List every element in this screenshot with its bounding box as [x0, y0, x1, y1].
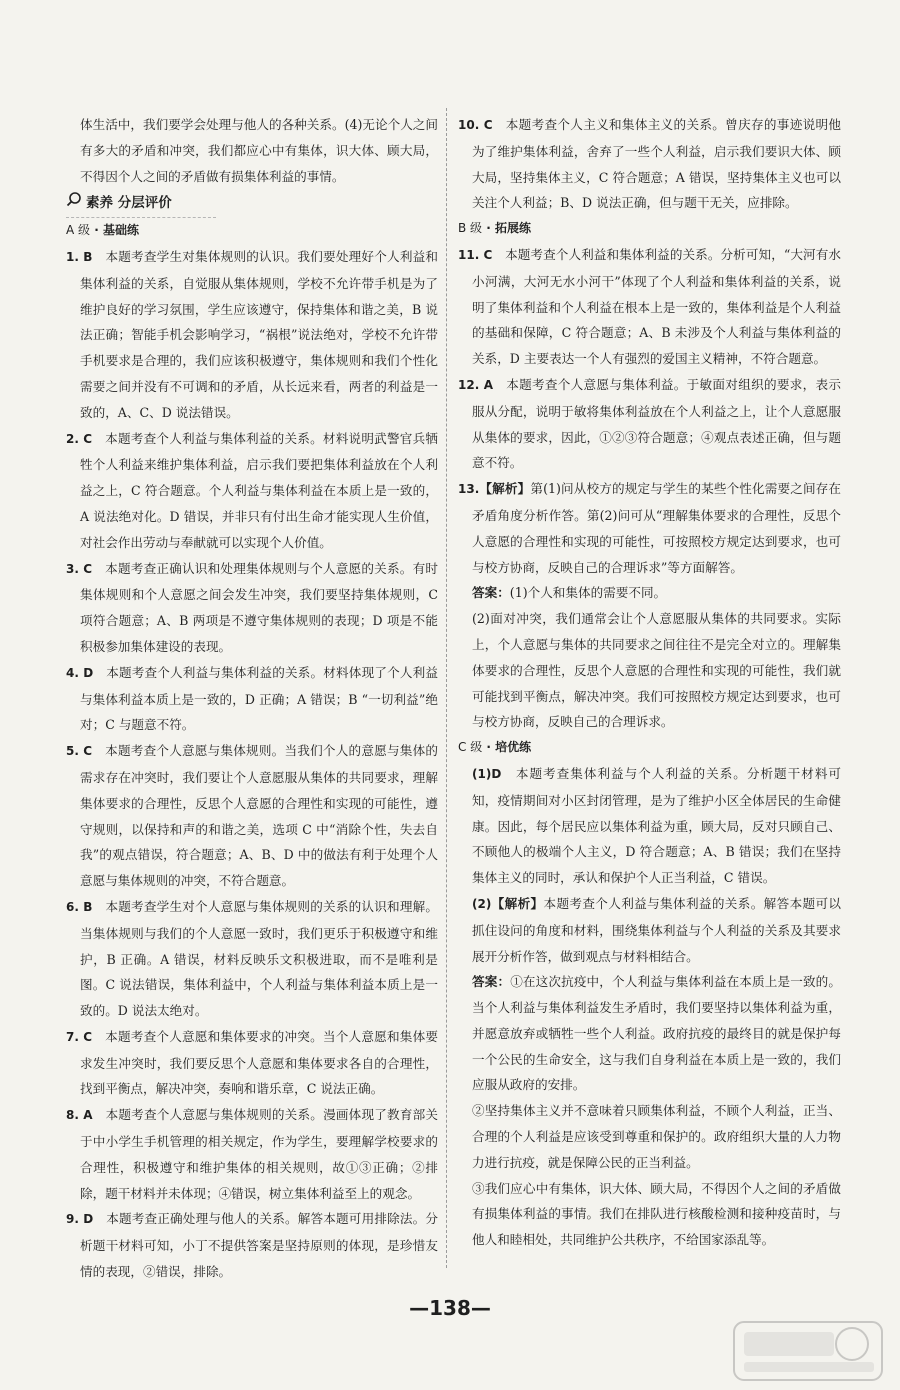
answer-item — [66, 1102, 438, 1206]
answer-label: 答案： — [472, 974, 511, 990]
item-text: 本题考查学生对集体规则的认识。我们要处理好个人利益和集体利益的关系，自觉服从集体规则，学校不允许带手机是为了维护良好的学习氛围，学生应该遵守，保持集体和谐之美，B 说法正确；智能手机会影响学习，“祸根”说法绝对，学校不允许带手机要求是合理的，我们应该积极遵守，集体规则和我们个性化需要之间并没有不可调和的矛盾，从长远来看，两者的利益是一致的，A、C、D 说法错误。 — [80, 248, 439, 420]
item-number: (1)D — [472, 766, 502, 781]
item-text: 本题考查正确处理与他人的关系。解答本题可用排除法。分析题干材料可知，小丁不提供答案是坚持原则的体现，是珍惜友情的表现，②错误，排除。 — [80, 1211, 439, 1280]
level-prefix: B 级 — [458, 221, 483, 236]
item-text: 本题考查个人意愿与集体规则。当我们个人的意愿与集体的需求存在冲突时，我们要让个人意愿服从集体的共同要求，理解集体要求的合理性，反思个人意愿的合理性和实现的可能性，遵守规则，以保持和声的和谐之美，选项 C 中“消除个性，失去自我”的观点错误，符合题意；A、B、D 中的做法有利于处理个人意愿与集体规则的冲突，不符合题意。 — [80, 743, 438, 889]
answer-line — [458, 580, 841, 606]
right-column — [458, 112, 841, 1253]
answer-item — [458, 242, 841, 372]
item-text: 本题考查个人利益与集体利益的关系。材料说明武警官兵牺牲个人利益来维护集体利益，启示我们要把集体利益放在个人利益之上，C 符合题意。个人利益与集体利益在本质上是一致的，A 说法绝对化。D 错误，并非只有付出生命才能实现人生价值，对社会作出劳动与奉献就可以实现个人价值。 — [80, 430, 438, 550]
level-sep: · — [482, 740, 496, 755]
answer-text: (1)个人和集体的需要不同。 — [509, 585, 667, 601]
section-title: 素养 分层评价 — [86, 195, 172, 212]
answer-item — [66, 894, 438, 1024]
page-number: —138— — [409, 1296, 491, 1320]
item-text: 本题考查正确认识和处理集体规则与个人意愿的关系。有时集体规则和个人意愿之间会发生冲突，我们要坚持集体规则，C 项符合题意；A、B 两项是不遵守集体规则的表现；D 项是不能积极参加集体建设的表现。 — [80, 560, 438, 654]
item-text: 本题考查个人利益和集体利益的关系。分析可知，“大河有水小河满，大河无水小河干”体现了个人利益和集体利益的关系，说明了集体利益和个人利益在根本上是一致的，集体利益是个人利益的基础和保障，C 符合题意；A、B 未涉及个人利益与集体利益的关系，D 主要表达一个人有强烈的爱国主义精神，不符合题意。 — [472, 246, 841, 367]
item-number: 13. — [458, 482, 480, 497]
answer-item — [458, 112, 841, 216]
analysis-text: 第(1)问从校方的规定与学生的某些个性化需要之间存在矛盾角度分析作答。第(2)问可从“理解集体要求的合理性，反思个人意愿的合理性和实现的可能性，可按照校方规定达到要求，也可与校方协商，反映自己的合理诉求”等方面解答。 — [472, 481, 842, 575]
item-text: 本题考查集体利益与个人利益的关系。分析题干材料可知，疫情期间对小区封闭管理，是为了维护小区全体居民的生命健康。因此，每个居民应以集体利益为重，顾大局，反对只顾自己、不顾他人的极端个人主义，D 符合题意；A、B 错误；我们在坚持集体主义的同时，承认和保护个人正当利益，C 错误。 — [472, 765, 842, 886]
item-number: 1. B — [66, 249, 93, 264]
answer-paragraph: ②坚持集体主义并不意味着只顾集体利益，不顾个人利益，正当、合理的个人利益是应该受到尊重和保护的。政府组织大量的人力物力进行抗疫，就是保障公民的正当利益。 — [472, 1103, 841, 1170]
c-item-2 — [458, 891, 841, 969]
answer-line — [458, 969, 841, 1098]
answer-text: ①在这次抗疫中，个人利益与集体利益在本质上是一致的。当个人利益与集体利益发生矛盾时，我们要坚持以集体利益为重，并愿意放弃或牺牲一些个人利益。政府抗疫的最终目的就是保护每一个公民的生命安全，这与我们自身利益在本质上是一致的，我们应服从政府的安排。 — [472, 974, 842, 1093]
column-divider — [446, 108, 447, 1268]
item-text: 本题考查个人利益与集体利益的关系。材料体现了个人利益与集体利益本质上是一致的，D 正确；A 错误；B “一切利益”绝对；C 与题意不符。 — [80, 664, 439, 733]
item-number: 6. B — [66, 899, 93, 914]
item-text: 本题考查个人意愿和集体要求的冲突。当个人意愿和集体要求发生冲突时，我们要反思个人意愿和集体要求各自的合理性，找到平衡点，解决冲突，奏响和谐乐章，C 说法正确。 — [80, 1028, 438, 1097]
watermark-logo — [730, 1318, 886, 1384]
item-text: 本题考查个人意愿与集体规则的关系。漫画体现了教育部关于中小学生手机管理的相关规定，作为学生，要理解学校要求的合理性，积极遵守和维护集体的相关规则，故①③正确；②排除，题干材料并未体现；④错误，树立集体利益至上的观念。 — [80, 1107, 439, 1201]
analysis-text: 本题考查个人利益与集体利益的关系。解答本题可以抓住设问的角度和材料，围绕集体利益与个人利益的关系及其要求展开分析作答，做到观点与材料相结合。 — [472, 895, 842, 964]
item-number: 4. D — [66, 665, 94, 680]
level-title: 培优练 — [495, 740, 532, 755]
item-number: 3. C — [66, 561, 93, 576]
item-number: 10. C — [458, 118, 493, 132]
level-b-heading — [458, 216, 841, 242]
level-c-heading — [458, 735, 841, 761]
answer-item — [66, 660, 438, 738]
item-number: 7. C — [66, 1029, 93, 1044]
answer-item — [458, 372, 841, 476]
item-number: 9. D — [66, 1212, 94, 1227]
item-number: 11. C — [458, 247, 493, 262]
item-number: 5. C — [66, 744, 93, 759]
item-number: (2) — [472, 896, 492, 911]
analysis-label: 【解析】 — [491, 895, 544, 911]
answer-item — [66, 1024, 438, 1102]
level-sep: · — [482, 221, 495, 236]
level-prefix: A 级 — [66, 223, 91, 238]
item-text: 本题考查学生对个人意愿与集体规则的关系的认识和理解。当集体规则与我们的个人意愿一致时，我们更乐于积极遵守和维护，B 正确。A 错误，材料反映乐文积极进取，而不是唯利是图。C 说法错误，集体利益中，个人利益与集体利益本质上是一致的。D 说法太绝对。 — [80, 898, 439, 1019]
level-prefix: C 级 — [458, 740, 483, 755]
item-number: 2. C — [66, 431, 93, 446]
item-text: 本题考查个人意愿与集体利益。于敏面对组织的要求，表示服从分配，说明于敏将集体利益放在个人利益之上，让个人意愿服从集体的要求，因此，①②③符合题意；④观点表述正确，但与题意不符。 — [472, 376, 842, 471]
level-title: 拓展练 — [494, 221, 531, 236]
level-sep: · — [90, 223, 103, 238]
analysis-label: 【解析】 — [479, 481, 531, 497]
answer-label: 答案： — [472, 585, 510, 601]
section-heading — [66, 191, 216, 218]
answer-item — [66, 244, 438, 426]
answer-item — [66, 556, 438, 660]
item-text: 本题考查个人主义和集体主义的关系。曾庆存的事迹说明他为了维护集体利益，舍弃了一些个人利益，启示我们要识大体、顾大局，坚持集体主义，C 符合题意；A 错误，坚持集体主义也可以关注个人利益；B、D 说法正确，但与题干无关，应排除。 — [472, 117, 842, 211]
item-number: 12. A — [458, 377, 494, 392]
answer-paragraph: (2)面对冲突，我们通常会让个人意愿服从集体的共同要求。实际上，个人意愿与集体的共同要求之间往往不是完全对立的。理解集体要求的合理性，反思个人意愿的合理性和实现的可能性，我们就可能找到平衡点，解决冲突。我们可按照校方规定达到要求，也可与校方协商，反映自己的合理诉求。 — [472, 611, 841, 730]
magnifier-icon — [66, 191, 82, 217]
answer-paragraph: ③我们应心中有集体，识大体、顾大局，不得因个人之间的矛盾做有损集体利益的事情。我们在排队进行核酸检测和接种疫苗时，与他人和睦相处，共同维护公共秩序，不给国家添乱等。 — [472, 1180, 841, 1248]
answer-item — [66, 426, 438, 556]
left-column — [66, 112, 438, 1285]
answer-item — [66, 1206, 438, 1284]
answer-item-13 — [458, 476, 841, 580]
item-number: 8. A — [66, 1108, 93, 1123]
level-title: 基础练 — [102, 223, 139, 238]
answer-item — [66, 738, 438, 894]
level-a-heading — [66, 218, 438, 244]
continued-paragraph: 体生活中，我们要学会处理与他人的各种关系。(4)无论个人之间有多大的矛盾和冲突，我们都应心中有集体，识大体、顾大局，不得因个人之间的矛盾做有损集体利益的事情。 — [80, 117, 438, 184]
c-item-1 — [458, 761, 841, 891]
